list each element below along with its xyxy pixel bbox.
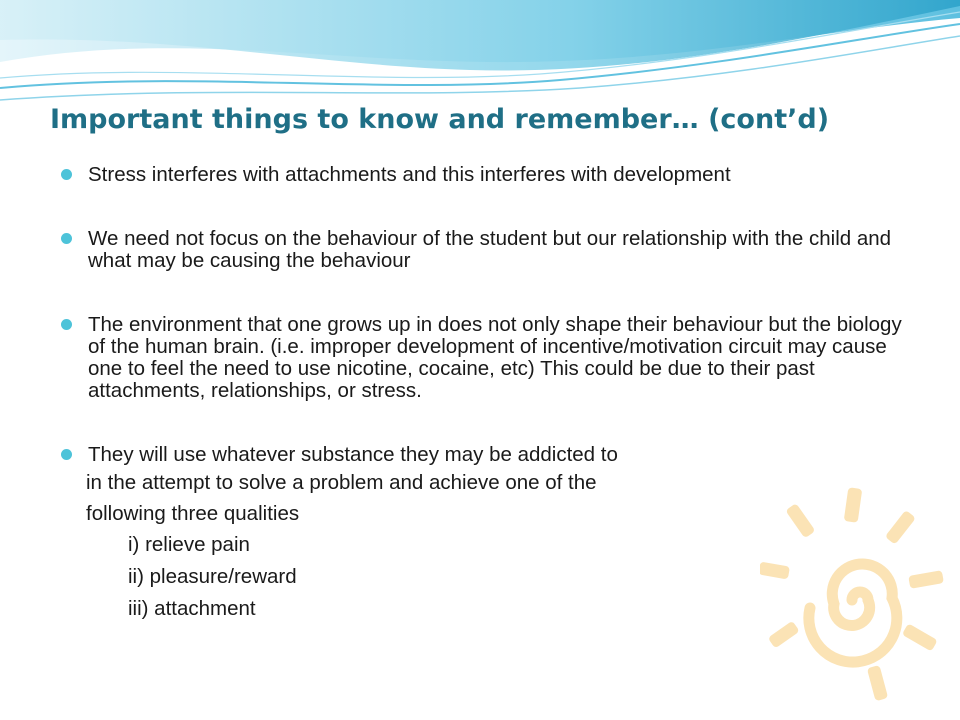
bullet-continuation-line: following three qualities <box>86 502 300 525</box>
sublist-item: i) relieve pain <box>128 533 250 556</box>
bullet-item <box>60 164 920 186</box>
bullet-text: The environment that one grows up in does not only shape their behaviour but the biology of the human brain. (i.e. improper development of incentive/motivation circuit may cause one to feel the need to use nicotine, cocaine, etc) This could be due to their past attachments, relationships, or stress. <box>88 313 902 402</box>
bullet-text: We need not focus on the behaviour of the student but our relationship with the child and what may be causing the behaviour <box>88 227 892 272</box>
bullet-dot-icon <box>61 233 72 244</box>
bullet-item <box>60 444 920 625</box>
slide-title: Important things to know and remember… (cont’d) <box>50 104 830 135</box>
bullet-continuation-line: in the attempt to solve a problem and achieve one of the <box>86 471 597 494</box>
bullet-text: They will use whatever substance they may be addicted to <box>88 443 618 466</box>
sublist-item: ii) pleasure/reward <box>128 565 297 588</box>
bullet-item <box>60 314 920 402</box>
bullet-dot-icon <box>61 319 72 330</box>
quality-sublist <box>88 529 920 625</box>
bullet-item <box>60 228 920 272</box>
bullet-dot-icon <box>61 449 72 460</box>
bullet-dot-icon <box>61 169 72 180</box>
sublist-item: iii) attachment <box>128 597 256 620</box>
wave-banner-decoration <box>0 0 960 120</box>
bullet-text: Stress interferes with attachments and this interferes with development <box>88 163 731 186</box>
bullet-list <box>60 164 920 625</box>
